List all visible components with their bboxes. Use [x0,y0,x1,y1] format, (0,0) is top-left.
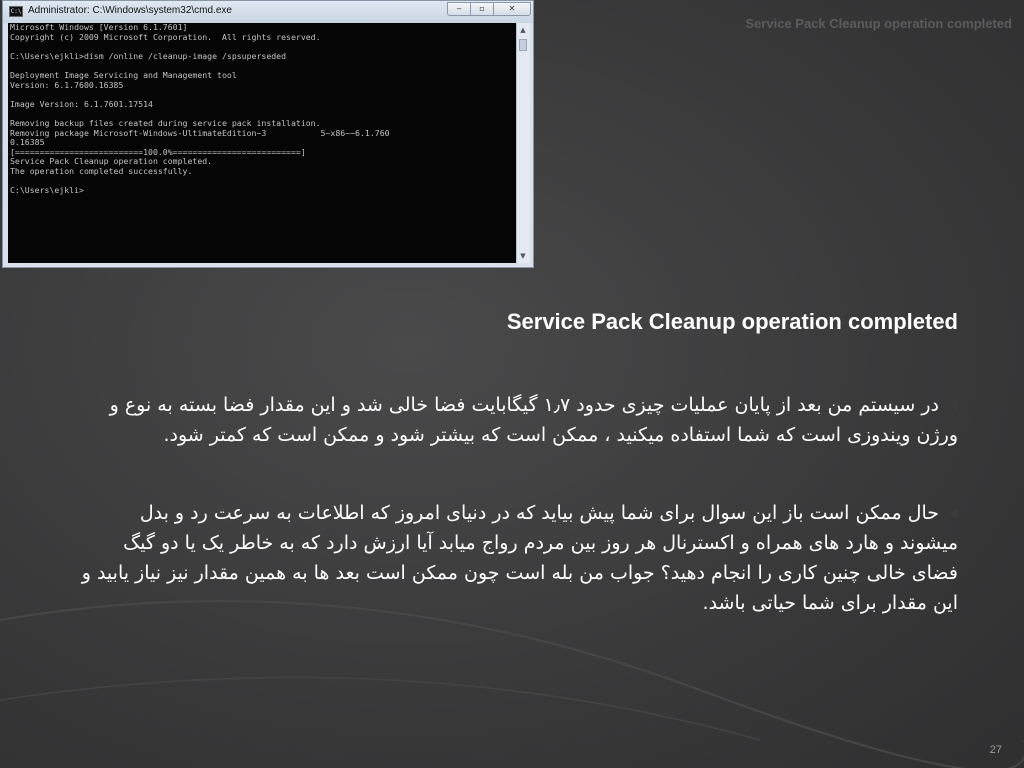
console-line: Deployment Image Servicing and Management tool [10,69,237,80]
paragraph-2 [78,498,958,618]
bullet-triangle-icon [949,508,958,520]
cmd-title: Administrator: C:\Windows\system32\cmd.exe [28,5,232,16]
console-line: Image Version: 6.1.7601.17514 [10,98,153,109]
minimize-button[interactable]: ‒ [447,2,471,16]
console-line: C:\Users\ejkli>dism /online /cleanup-image /spsuperseded [10,50,287,61]
scroll-thumb[interactable] [519,39,527,51]
console-line: C:\Users\ejkli> [10,185,84,196]
console-line: Version: 6.1.7600.16385 [10,79,124,90]
console-line: 0.16385 [10,137,45,148]
console-line: Copyright (c) 2009 Microsoft Corporation. All rights reserved. [10,31,321,42]
console-line [8,177,516,187]
console-line: Microsoft Windows [Version 6.1.7601] [10,23,188,32]
vertical-scrollbar[interactable] [516,23,530,263]
slide-heading: Service Pack Cleanup operation completed [506,309,958,334]
cmd-icon: C:\ [10,8,22,15]
bullet-triangle-icon [949,400,958,412]
paragraph-1-text: در سیستم من بعد از پایان عملیات چیزی حدود ۱٫۷ گیگابایت فضا خالی شد و این مقدار فضا بسته به نوع و ورژن ویندوزی است که شما استفاده میکنید ، ممکن است که بیشتر شود و ممکن است که کمتر شود. [109,394,958,446]
console-line: [==========================100.0%==========================] [10,146,306,157]
paragraph-2-text: حال ممکن است باز این سوال برای شما پیش بیاید که در دنیای امروز که اطلاعات به سرعت رد و بدل میشوند و هارد های همراه و اکسترنال هر روز بین مردم رواج میابد آیا ارزش دارد که به خاطر یک یا دو گیگ فضای خالی چنین کاری را انجام دهید؟ جواب من بله است چون ممکن است بعد ها به همین مقدار نیز نیاز یابید و این مقدار برای شما حیاتی باشد. [81,502,958,614]
console-output[interactable] [8,23,516,263]
paragraph-1 [68,390,958,450]
scroll-down-icon[interactable]: ▼ [520,252,526,260]
console-line: Removing package Microsoft-Windows-UltimateEdition~3 5~x86~~6.1.760 [10,127,390,138]
console-line: Service Pack Cleanup operation completed. [10,156,213,167]
console-line: Removing backup files created during service pack installation. [10,117,321,128]
cmd-window [2,0,534,268]
header-title: Service Pack Cleanup operation completed [745,16,1012,31]
cmd-titlebar[interactable] [3,1,533,23]
console-line: The operation completed successfully. [10,165,193,176]
close-button[interactable]: ✕ [493,2,531,16]
page-number: 27 [989,744,1002,756]
maximize-button[interactable]: ▫ [470,2,494,16]
scroll-up-icon[interactable]: ▲ [520,26,526,34]
